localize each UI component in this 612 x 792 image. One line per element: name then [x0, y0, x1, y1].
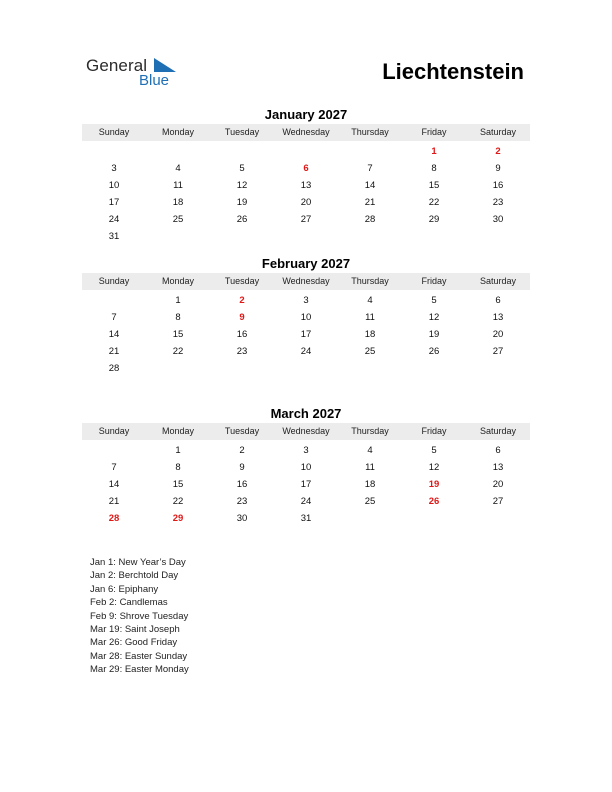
- date-cell: 10: [300, 312, 312, 323]
- date-cell: 31: [300, 513, 312, 524]
- holiday-item: Feb 9: Shrove Tuesday: [90, 610, 189, 622]
- date-cell: 4: [367, 295, 373, 306]
- date-cell: 12: [236, 180, 248, 191]
- date-cell: 28: [364, 214, 376, 225]
- date-cell: [338, 510, 402, 527]
- date-cell: 22: [172, 496, 184, 507]
- date-cell: 25: [172, 214, 184, 225]
- week-row: [82, 343, 530, 360]
- date-cell: 24: [300, 346, 312, 357]
- month-title: January 2027: [264, 107, 348, 122]
- weeks-grid: [82, 442, 530, 527]
- date-cell: [210, 228, 274, 245]
- weekday-label: Sunday: [98, 276, 130, 286]
- date-cell: 15: [172, 329, 184, 340]
- weeks-grid: [82, 143, 530, 245]
- date-cell: 10: [108, 180, 120, 191]
- date-cell: 14: [364, 180, 376, 191]
- date-cell: [274, 360, 338, 377]
- date-cell: 16: [492, 180, 504, 191]
- date-cell: 8: [175, 462, 181, 473]
- date-cell: [146, 143, 210, 160]
- weekday-label: Saturday: [479, 426, 517, 436]
- date-cell: 5: [431, 295, 437, 306]
- date-cell: [466, 360, 530, 377]
- weekday-label: Friday: [421, 127, 447, 137]
- week-row: [82, 326, 530, 343]
- holiday-item: Jan 1: New Year’s Day: [90, 557, 186, 568]
- date-cell: 10: [300, 462, 312, 473]
- date-cell: [466, 228, 530, 245]
- date-cell: [402, 360, 466, 377]
- holiday-item: Mar 28: Easter Sunday: [90, 650, 188, 662]
- date-cell: [402, 510, 466, 527]
- week-row: [82, 211, 530, 228]
- date-cell: 14: [108, 329, 120, 340]
- week-row: [82, 194, 530, 211]
- date-cell: 11: [173, 180, 183, 191]
- weekday-label: Thursday: [351, 276, 389, 286]
- month-calendar: [82, 256, 530, 377]
- date-cell: [466, 510, 530, 527]
- date-cell: 25: [364, 346, 376, 357]
- date-cell: 7: [367, 163, 373, 174]
- date-cell: 15: [428, 180, 440, 191]
- date-cell: 30: [236, 513, 248, 524]
- weekday-header: [82, 124, 530, 141]
- date-cell: 17: [300, 479, 312, 490]
- week-row: [82, 160, 530, 177]
- date-cell: 8: [175, 312, 181, 323]
- date-cell: 31: [108, 231, 120, 242]
- logo-general-text: General: [86, 56, 148, 75]
- date-cell: 24: [300, 496, 312, 507]
- date-cell: [274, 228, 338, 245]
- date-cell: 23: [492, 197, 504, 208]
- date-cell: 23: [236, 496, 248, 507]
- date-cell: 20: [492, 479, 504, 490]
- date-cell: 27: [300, 214, 312, 225]
- holiday-date-cell: 29: [172, 513, 184, 524]
- holiday-date-cell: 6: [303, 163, 309, 174]
- date-cell: 16: [236, 479, 248, 490]
- weekday-label: Wednesday: [282, 127, 330, 137]
- weeks-grid: [82, 292, 530, 377]
- date-cell: 20: [300, 197, 312, 208]
- date-cell: 6: [495, 295, 501, 306]
- date-cell: 29: [428, 214, 440, 225]
- date-cell: 4: [175, 163, 181, 174]
- date-cell: 3: [303, 445, 309, 456]
- date-cell: 25: [364, 496, 376, 507]
- date-cell: [82, 442, 146, 459]
- week-row: [82, 360, 530, 377]
- weekday-label: Monday: [161, 127, 195, 137]
- week-row: [82, 510, 530, 527]
- week-row: [82, 476, 530, 493]
- date-cell: 6: [495, 445, 501, 456]
- weekday-label: Wednesday: [282, 426, 330, 436]
- date-cell: 12: [428, 312, 440, 323]
- weekday-label: Saturday: [479, 276, 517, 286]
- date-cell: 14: [108, 479, 120, 490]
- date-cell: 26: [236, 214, 248, 225]
- date-cell: 18: [364, 479, 376, 490]
- date-cell: [210, 143, 274, 160]
- date-cell: 21: [364, 197, 376, 208]
- date-cell: [338, 228, 402, 245]
- holiday-item: Jan 6: Epiphany: [90, 583, 159, 595]
- weekday-label: Sunday: [98, 426, 130, 436]
- week-row: [82, 459, 530, 476]
- date-cell: 7: [111, 312, 117, 323]
- date-cell: 19: [236, 197, 248, 208]
- week-row: [82, 442, 530, 459]
- date-cell: [82, 292, 146, 309]
- date-cell: 23: [236, 346, 248, 357]
- holiday-item: Feb 2: Candlemas: [90, 597, 168, 609]
- weekday-label: Friday: [421, 426, 447, 436]
- date-cell: 4: [367, 445, 373, 456]
- logo-triangle-icon: [154, 58, 176, 72]
- date-cell: [274, 143, 338, 160]
- weekday-header: [82, 273, 530, 290]
- weekday-header: [82, 423, 530, 440]
- date-cell: 11: [365, 312, 375, 323]
- date-cell: [338, 360, 402, 377]
- generalblue-logo: [86, 56, 186, 92]
- date-cell: 18: [172, 197, 184, 208]
- date-cell: 26: [428, 346, 440, 357]
- weekday-label: Friday: [421, 276, 447, 286]
- month-calendar: [82, 107, 530, 245]
- weekday-label: Tuesday: [224, 276, 260, 286]
- week-row: [82, 309, 530, 326]
- date-cell: [338, 143, 402, 160]
- holiday-date-cell: 28: [108, 513, 120, 524]
- weekday-label: Thursday: [351, 127, 389, 137]
- holiday-item: Mar 29: Easter Monday: [90, 664, 189, 676]
- weekday-label: Monday: [161, 426, 195, 436]
- date-cell: 21: [108, 346, 120, 357]
- date-cell: 5: [431, 445, 437, 456]
- date-cell: 21: [108, 496, 120, 507]
- date-cell: 7: [111, 462, 117, 473]
- date-cell: 28: [108, 363, 120, 374]
- date-cell: 13: [492, 462, 504, 473]
- date-cell: 8: [431, 163, 437, 174]
- holiday-item: Mar 19: Saint Joseph: [90, 624, 180, 636]
- holiday-date-cell: 2: [495, 146, 501, 157]
- weekday-label: Monday: [161, 276, 195, 286]
- country-title: Liechtenstein: [382, 59, 524, 84]
- weekday-label: Thursday: [351, 426, 389, 436]
- date-cell: 9: [239, 462, 245, 473]
- date-cell: [402, 228, 466, 245]
- date-cell: 11: [365, 462, 375, 473]
- weekday-label: Tuesday: [224, 426, 260, 436]
- holiday-item: Jan 2: Berchtold Day: [90, 570, 179, 582]
- week-row: [82, 143, 530, 160]
- date-cell: 17: [300, 329, 312, 340]
- holiday-date-cell: 1: [431, 146, 437, 157]
- logo-blue-text: Blue: [139, 72, 170, 89]
- date-cell: 24: [108, 214, 120, 225]
- holiday-date-cell: 19: [428, 479, 440, 490]
- date-cell: [82, 143, 146, 160]
- date-cell: 1: [175, 445, 181, 456]
- week-row: [82, 292, 530, 309]
- week-row: [82, 493, 530, 510]
- date-cell: 22: [172, 346, 184, 357]
- month-title: March 2027: [270, 406, 342, 421]
- date-cell: 5: [239, 163, 245, 174]
- date-cell: 16: [236, 329, 248, 340]
- date-cell: [146, 360, 210, 377]
- date-cell: 3: [303, 295, 309, 306]
- holiday-date-cell: 9: [239, 312, 245, 323]
- date-cell: 27: [492, 496, 504, 507]
- holiday-date-cell: 2: [239, 295, 245, 306]
- date-cell: 12: [428, 462, 440, 473]
- date-cell: 3: [111, 163, 117, 174]
- date-cell: 22: [428, 197, 440, 208]
- date-cell: [210, 360, 274, 377]
- date-cell: 15: [172, 479, 184, 490]
- date-cell: 20: [492, 329, 504, 340]
- holiday-date-cell: 26: [428, 496, 440, 507]
- date-cell: [146, 228, 210, 245]
- week-row: [82, 177, 530, 194]
- date-cell: 1: [175, 295, 181, 306]
- week-row: [82, 228, 530, 245]
- date-cell: 19: [428, 329, 440, 340]
- date-cell: 18: [364, 329, 376, 340]
- holiday-list: [90, 556, 189, 677]
- weekday-label: Sunday: [98, 127, 130, 137]
- weekday-label: Tuesday: [224, 127, 260, 137]
- month-calendar: [82, 406, 530, 527]
- date-cell: 2: [239, 445, 245, 456]
- date-cell: 27: [492, 346, 504, 357]
- date-cell: 13: [300, 180, 312, 191]
- date-cell: 17: [108, 197, 120, 208]
- weekday-label: Saturday: [479, 127, 517, 137]
- date-cell: 30: [492, 214, 504, 225]
- holiday-item: Mar 26: Good Friday: [90, 637, 178, 649]
- weekday-label: Wednesday: [282, 276, 330, 286]
- date-cell: 13: [492, 312, 504, 323]
- month-title: February 2027: [261, 256, 351, 271]
- date-cell: 9: [495, 163, 501, 174]
